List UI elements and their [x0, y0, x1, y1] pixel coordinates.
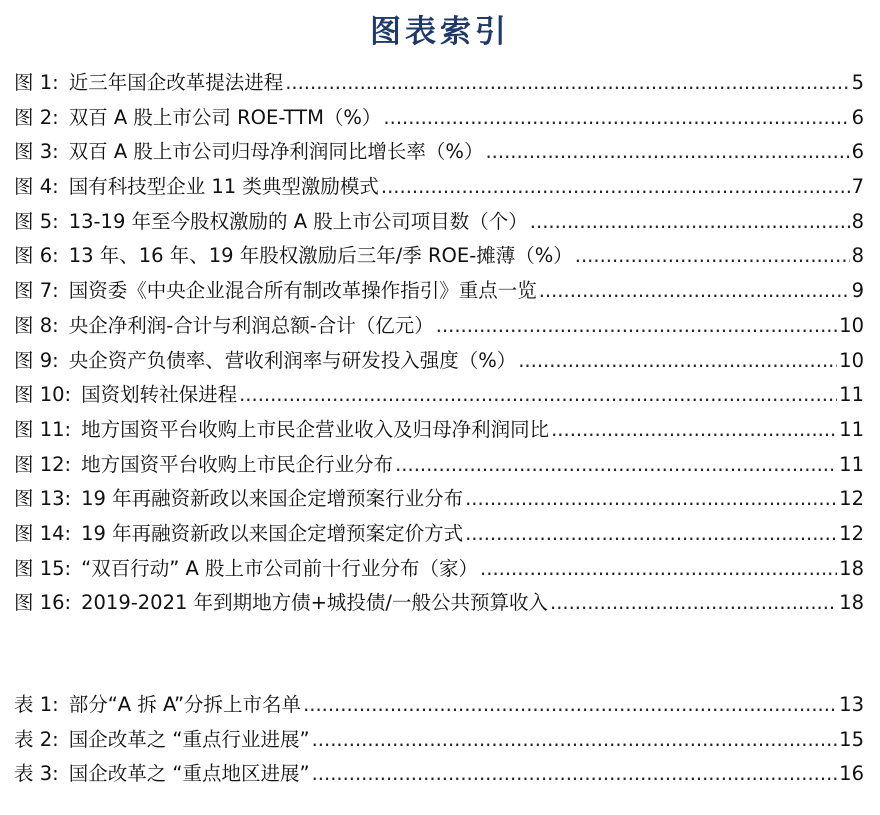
- dot-leader: [465, 482, 837, 517]
- entry-number: 图 11:: [14, 417, 72, 441]
- dot-leader: [575, 239, 850, 274]
- entry-title: 国有科技型企业 11 类典型激励模式: [68, 175, 379, 199]
- entry-page-number: 18: [839, 556, 864, 580]
- entry-title: 地方国资平台收购上市民企营业收入及归母净利润同比: [81, 417, 550, 441]
- entry-number: 表 1:: [14, 693, 59, 716]
- figure-entry[interactable]: [14, 309, 864, 344]
- entry-page-number: 7: [851, 175, 864, 199]
- figure-entry[interactable]: [14, 482, 864, 517]
- dot-leader: [436, 309, 837, 344]
- dot-leader: [303, 688, 837, 723]
- figure-entry[interactable]: [14, 552, 864, 587]
- entry-number: 图 8:: [14, 313, 59, 337]
- figure-entry[interactable]: [14, 66, 864, 101]
- dot-leader: [539, 274, 850, 309]
- entry-page-number: 8: [851, 209, 864, 233]
- entry-number: 图 14:: [14, 521, 72, 545]
- entry-number: 图 12:: [14, 452, 72, 476]
- dot-leader: [485, 135, 849, 170]
- table-entry[interactable]: [14, 688, 864, 723]
- figure-entry[interactable]: [14, 101, 864, 136]
- entry-number: 图 9:: [14, 348, 59, 372]
- entry-page-number: 12: [839, 487, 864, 511]
- entry-page-number: 18: [839, 591, 864, 615]
- entry-title: 2019-2021 年到期地方债+城投债/一般公共预算收入: [81, 591, 548, 615]
- entry-page-number: 5: [851, 71, 864, 94]
- dot-leader: [381, 170, 850, 205]
- figure-entry[interactable]: [14, 205, 864, 240]
- table-index-list: [14, 688, 864, 792]
- figure-entry[interactable]: [14, 413, 864, 448]
- entry-page-number: 6: [851, 105, 864, 129]
- entry-number: 图 16:: [14, 591, 72, 615]
- dot-leader: [530, 205, 850, 240]
- entry-number: 表 2:: [14, 727, 59, 751]
- entry-title: 央企资产负债率、营收利润率与研发投入强度（%）: [68, 348, 517, 372]
- dot-leader: [395, 448, 837, 483]
- figure-entry[interactable]: [14, 135, 864, 170]
- dot-leader: [312, 723, 838, 758]
- figure-entry[interactable]: [14, 586, 864, 621]
- entry-number: 表 3:: [14, 762, 59, 786]
- table-entry[interactable]: [14, 757, 864, 792]
- entry-title: 19 年再融资新政以来国企定增预案定价方式: [81, 521, 464, 545]
- entry-page-number: 11: [839, 452, 864, 476]
- dot-leader: [550, 586, 837, 621]
- entry-number: 图 3:: [14, 140, 59, 164]
- entry-title: 央企净利润-合计与利润总额-合计（亿元）: [68, 313, 434, 337]
- dot-leader: [518, 344, 837, 379]
- entry-page-number: 15: [839, 727, 864, 751]
- figure-entry[interactable]: [14, 239, 864, 274]
- entry-number: 图 1:: [14, 71, 59, 94]
- dot-leader: [312, 757, 838, 792]
- entry-page-number: 13: [839, 693, 864, 716]
- entry-title: 地方国资平台收购上市民企行业分布: [81, 452, 394, 476]
- dot-leader: [285, 66, 849, 101]
- entry-page-number: 9: [851, 279, 864, 303]
- entry-number: 图 2:: [14, 105, 59, 129]
- dot-leader: [480, 552, 837, 587]
- figure-entry[interactable]: [14, 517, 864, 552]
- figure-entry[interactable]: [14, 378, 864, 413]
- entry-title: 19 年再融资新政以来国企定增预案行业分布: [81, 487, 464, 511]
- entry-page-number: 8: [851, 244, 864, 268]
- dot-leader: [551, 413, 837, 448]
- figure-index-list: [14, 66, 864, 621]
- entry-title: 近三年国企改革提法进程: [68, 71, 284, 94]
- entry-title: 13-19 年至今股权激励的 A 股上市公司项目数（个）: [68, 209, 528, 233]
- page-title: 图表索引: [370, 14, 510, 50]
- entry-number: 图 4:: [14, 175, 59, 199]
- figure-entry[interactable]: [14, 170, 864, 205]
- entry-title: 国资委《中央企业混合所有制改革操作指引》重点一览: [68, 279, 537, 303]
- table-entry[interactable]: [14, 723, 864, 758]
- entry-title: 双百 A 股上市公司 ROE-TTM（%）: [68, 105, 382, 129]
- figure-entry[interactable]: [14, 274, 864, 309]
- dot-leader: [465, 517, 837, 552]
- entry-title: 部分“A 拆 A”分拆上市名单: [68, 693, 302, 716]
- entry-number: 图 15:: [14, 556, 72, 580]
- entry-title: 国资划转社保进程: [81, 383, 238, 407]
- entry-page-number: 11: [839, 383, 864, 407]
- dot-leader: [383, 101, 849, 136]
- entry-title: “双百行动” A 股上市公司前十行业分布（家）: [81, 556, 479, 580]
- entry-page-number: 12: [839, 521, 864, 545]
- entry-title: 国企改革之 “重点行业进展”: [68, 727, 310, 751]
- entry-page-number: 10: [839, 348, 864, 372]
- entry-page-number: 6: [851, 140, 864, 164]
- dot-leader: [239, 378, 837, 413]
- entry-number: 图 6:: [14, 244, 59, 268]
- figure-entry[interactable]: [14, 448, 864, 483]
- entry-number: 图 7:: [14, 279, 59, 303]
- entry-title: 13 年、16 年、19 年股权激励后三年/季 ROE-摊薄（%）: [68, 244, 573, 268]
- figure-entry[interactable]: [14, 344, 864, 379]
- entry-title: 双百 A 股上市公司归母净利润同比增长率（%）: [68, 140, 484, 164]
- entry-number: 图 10:: [14, 383, 72, 407]
- entry-page-number: 16: [839, 762, 864, 786]
- entry-number: 图 13:: [14, 487, 72, 511]
- entry-page-number: 10: [839, 313, 864, 337]
- entry-page-number: 11: [839, 417, 864, 441]
- entry-number: 图 5:: [14, 209, 59, 233]
- entry-title: 国企改革之 “重点地区进展”: [68, 762, 310, 786]
